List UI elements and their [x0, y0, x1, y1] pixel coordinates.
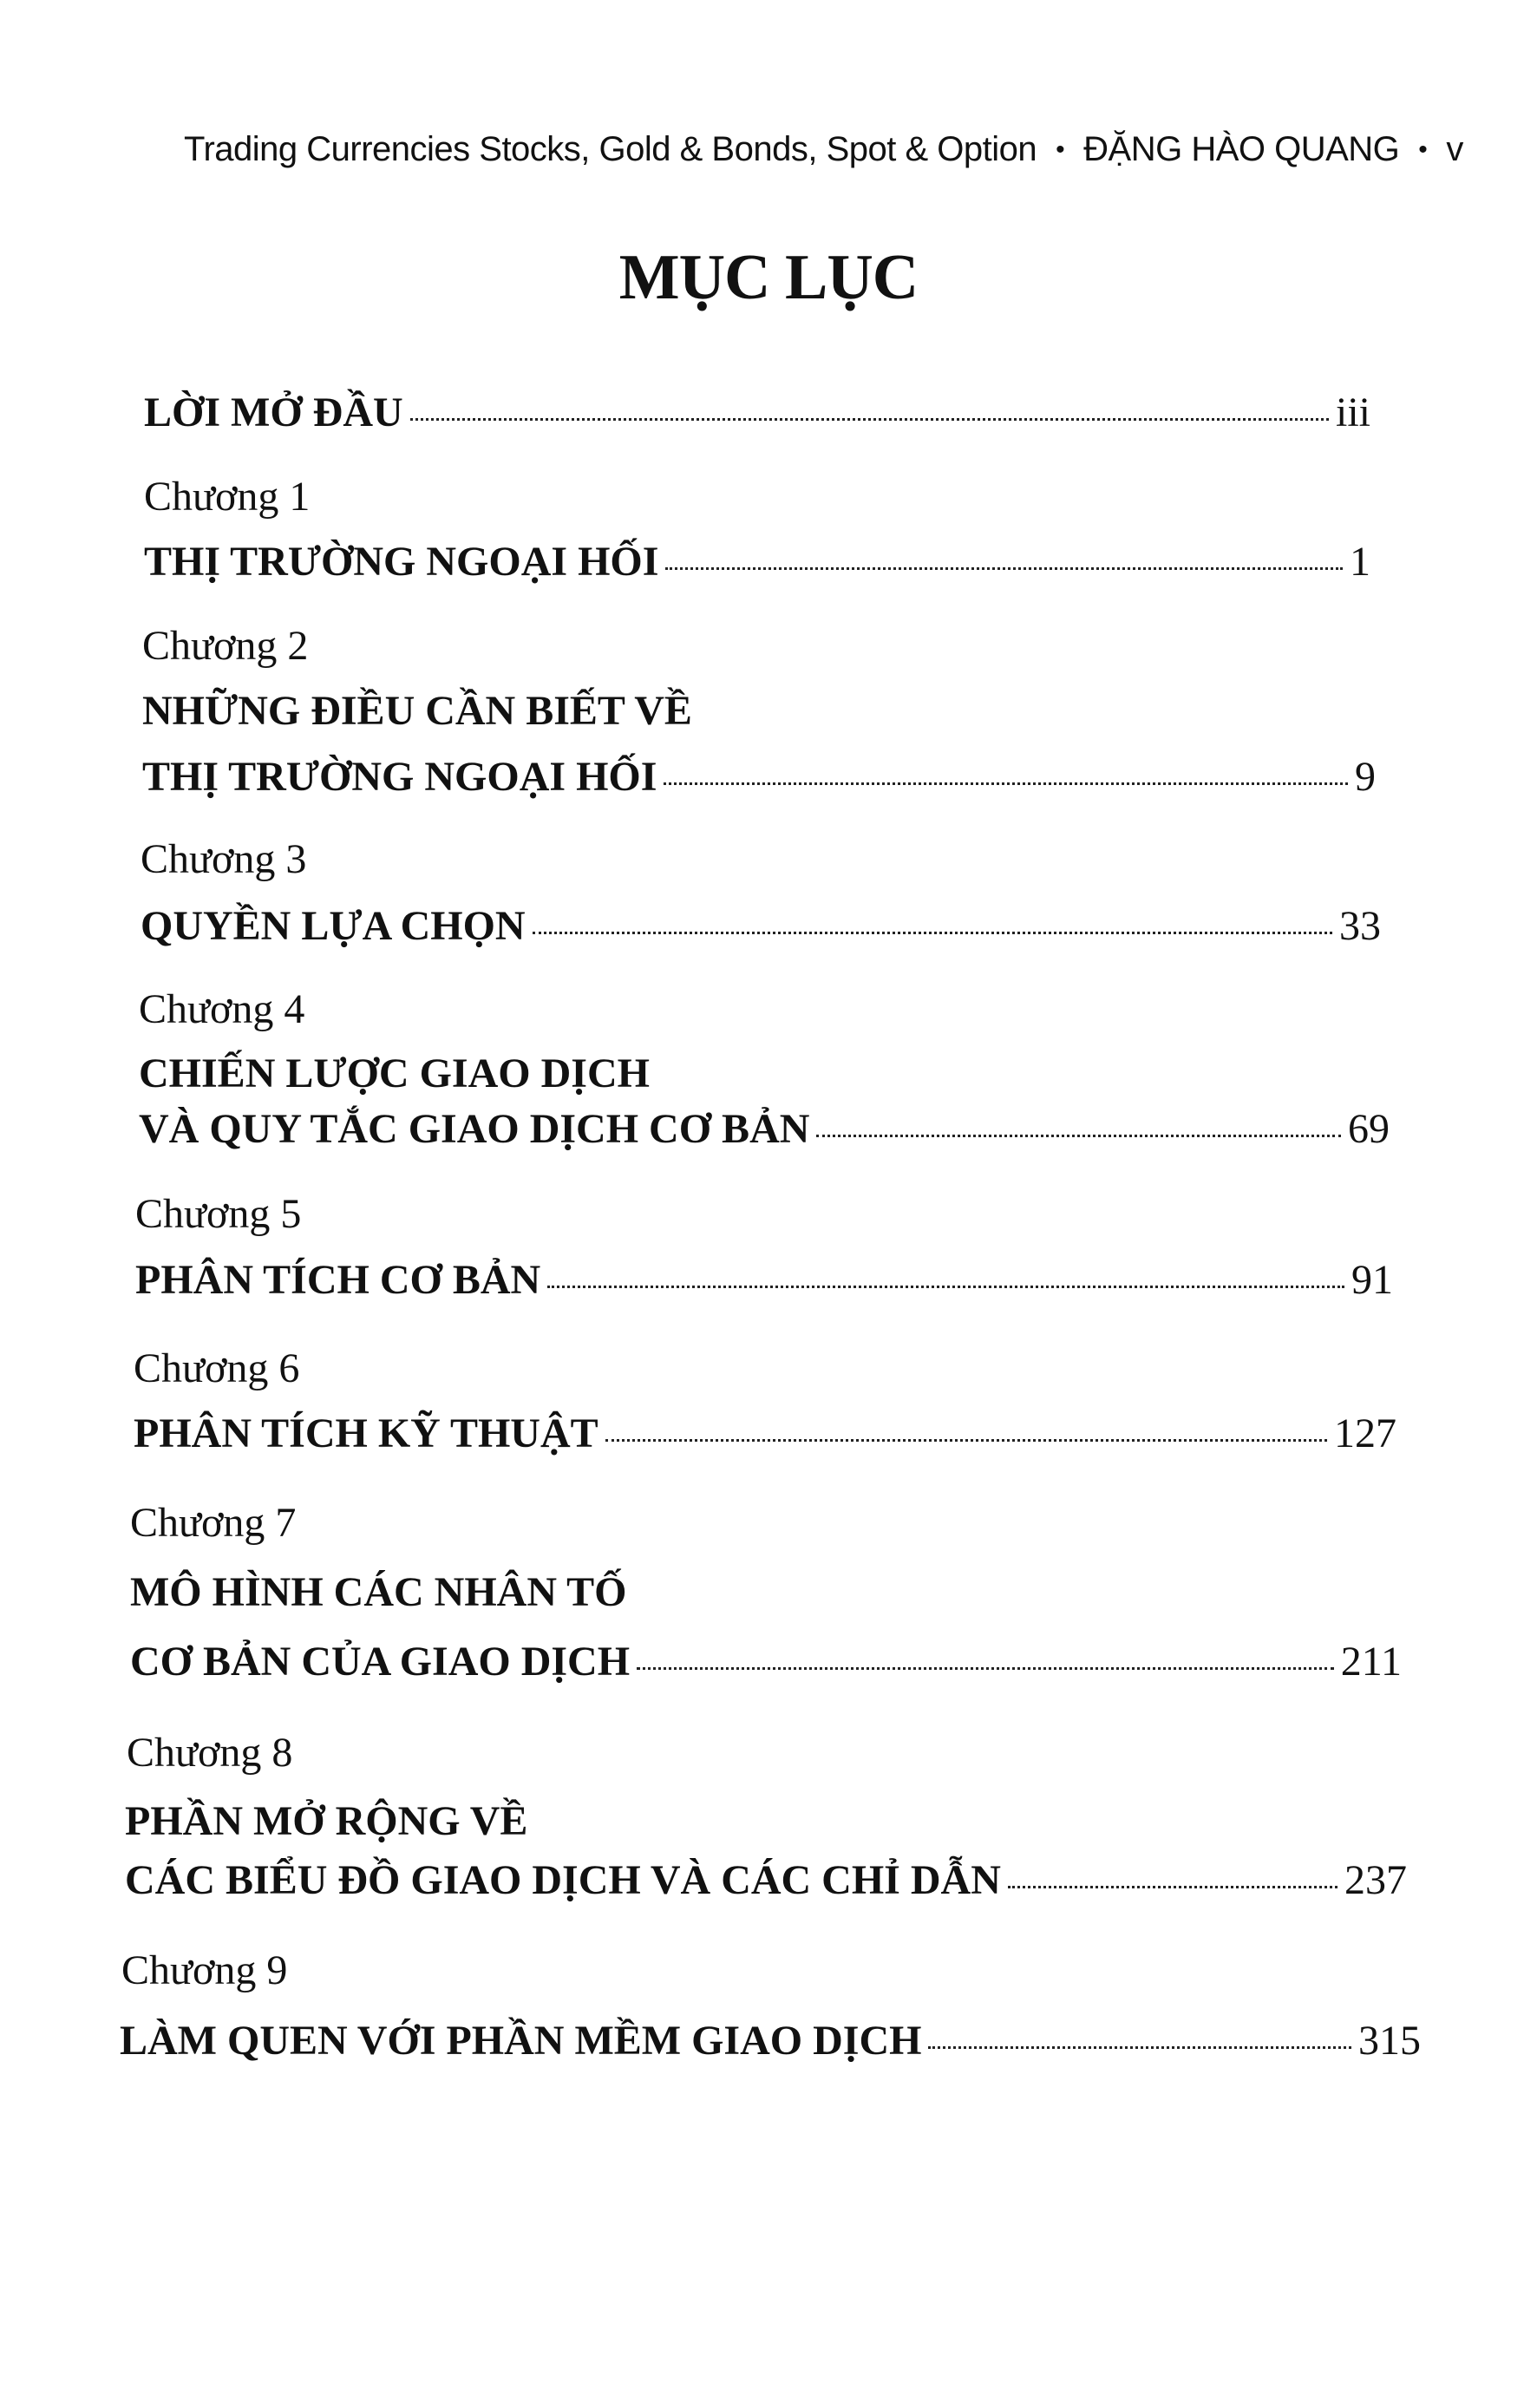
entry-title: VÀ QUY TẮC GIAO DỊCH CƠ BẢN — [139, 1106, 810, 1152]
entry-page: 69 — [1348, 1106, 1390, 1152]
dot-leader — [1008, 1886, 1338, 1888]
dot-leader — [410, 418, 1329, 421]
separator-dot: • — [1418, 134, 1428, 164]
dot-leader — [637, 1667, 1334, 1670]
entry-page: 91 — [1351, 1257, 1393, 1303]
toc-entry-chapter-9[interactable] — [120, 2017, 1421, 2064]
toc-entry-chapter-4[interactable] — [139, 1105, 1390, 1153]
entry-title: QUYỀN LỰA CHỌN — [141, 903, 526, 949]
chapter-label: Chương 4 — [139, 986, 305, 1032]
author-name: ĐẶNG HÀO QUANG — [1083, 130, 1400, 168]
dot-leader — [816, 1135, 1341, 1137]
entry-title: THỊ TRƯỜNG NGOẠI HỐI — [144, 539, 659, 585]
dot-leader — [533, 932, 1332, 934]
chapter-label: Chương 3 — [141, 836, 307, 882]
toc-entry-preface[interactable] — [144, 389, 1370, 436]
chapter-label: Chương 7 — [130, 1500, 297, 1546]
entry-page: 1 — [1350, 539, 1370, 585]
entry-page: 315 — [1358, 2018, 1421, 2064]
entry-title: LÀM QUEN VỚI PHẦN MỀM GIAO DỊCH — [120, 2018, 922, 2064]
entry-page: 237 — [1344, 1857, 1407, 1903]
chapter-label: Chương 9 — [121, 1947, 288, 1993]
toc-entry-chapter-1[interactable] — [144, 538, 1370, 586]
toc-title: MỤC LỤC — [618, 242, 919, 313]
toc-entry-chapter-3[interactable] — [141, 902, 1381, 950]
toc-entry-chapter-2[interactable] — [142, 753, 1376, 801]
book-title: Trading Currencies Stocks, Gold & Bonds, Spot & Option — [184, 130, 1037, 168]
entry-page: 9 — [1355, 754, 1376, 800]
toc-entry-chapter-4-line-1[interactable] — [139, 1050, 650, 1097]
entry-title: PHÂN TÍCH CƠ BẢN — [135, 1257, 541, 1303]
chapter-label: Chương 2 — [142, 623, 309, 669]
entry-title: PHẦN MỞ RỘNG VỀ — [125, 1798, 528, 1844]
toc-entry-chapter-5[interactable] — [135, 1256, 1393, 1304]
dot-leader — [605, 1439, 1327, 1442]
entry-title: LỜI MỞ ĐẦU — [144, 389, 403, 435]
entry-page: 127 — [1334, 1410, 1396, 1456]
entry-page: iii — [1335, 389, 1370, 435]
toc-entry-chapter-8[interactable] — [125, 1856, 1407, 1904]
toc-entry-chapter-7-line-1[interactable] — [130, 1568, 626, 1616]
entry-title: CƠ BẢN CỦA GIAO DỊCH — [130, 1639, 631, 1685]
entry-title: THỊ TRƯỜNG NGOẠI HỐI — [142, 754, 657, 800]
toc-entry-chapter-8-line-1[interactable] — [125, 1797, 527, 1845]
entry-title: PHÂN TÍCH KỸ THUẬT — [134, 1410, 598, 1456]
dot-leader — [928, 2046, 1351, 2049]
running-header — [184, 130, 1463, 169]
toc-entry-chapter-2-line-1[interactable] — [142, 687, 692, 735]
chapter-label: Chương 8 — [127, 1730, 293, 1776]
entry-title: NHỮNG ĐIỀU CẦN BIẾT VỀ — [142, 688, 692, 734]
page-number: v — [1446, 130, 1463, 168]
toc-entry-chapter-6[interactable] — [134, 1410, 1396, 1457]
dot-leader — [665, 567, 1343, 570]
chapter-label: Chương 5 — [135, 1191, 302, 1237]
entry-title: CÁC BIỂU ĐỒ GIAO DỊCH VÀ CÁC CHỈ DẪN — [125, 1857, 1001, 1903]
dot-leader — [547, 1286, 1344, 1288]
chapter-label: Chương 6 — [134, 1345, 300, 1391]
entry-title: CHIẾN LƯỢC GIAO DỊCH — [139, 1050, 650, 1096]
entry-page: 33 — [1339, 903, 1381, 949]
toc-entry-chapter-7[interactable] — [130, 1638, 1402, 1685]
dot-leader — [664, 782, 1348, 785]
separator-dot: • — [1056, 134, 1065, 164]
entry-title: MÔ HÌNH CÁC NHÂN TỐ — [130, 1569, 627, 1615]
entry-page: 211 — [1340, 1639, 1402, 1685]
chapter-label: Chương 1 — [144, 474, 311, 520]
